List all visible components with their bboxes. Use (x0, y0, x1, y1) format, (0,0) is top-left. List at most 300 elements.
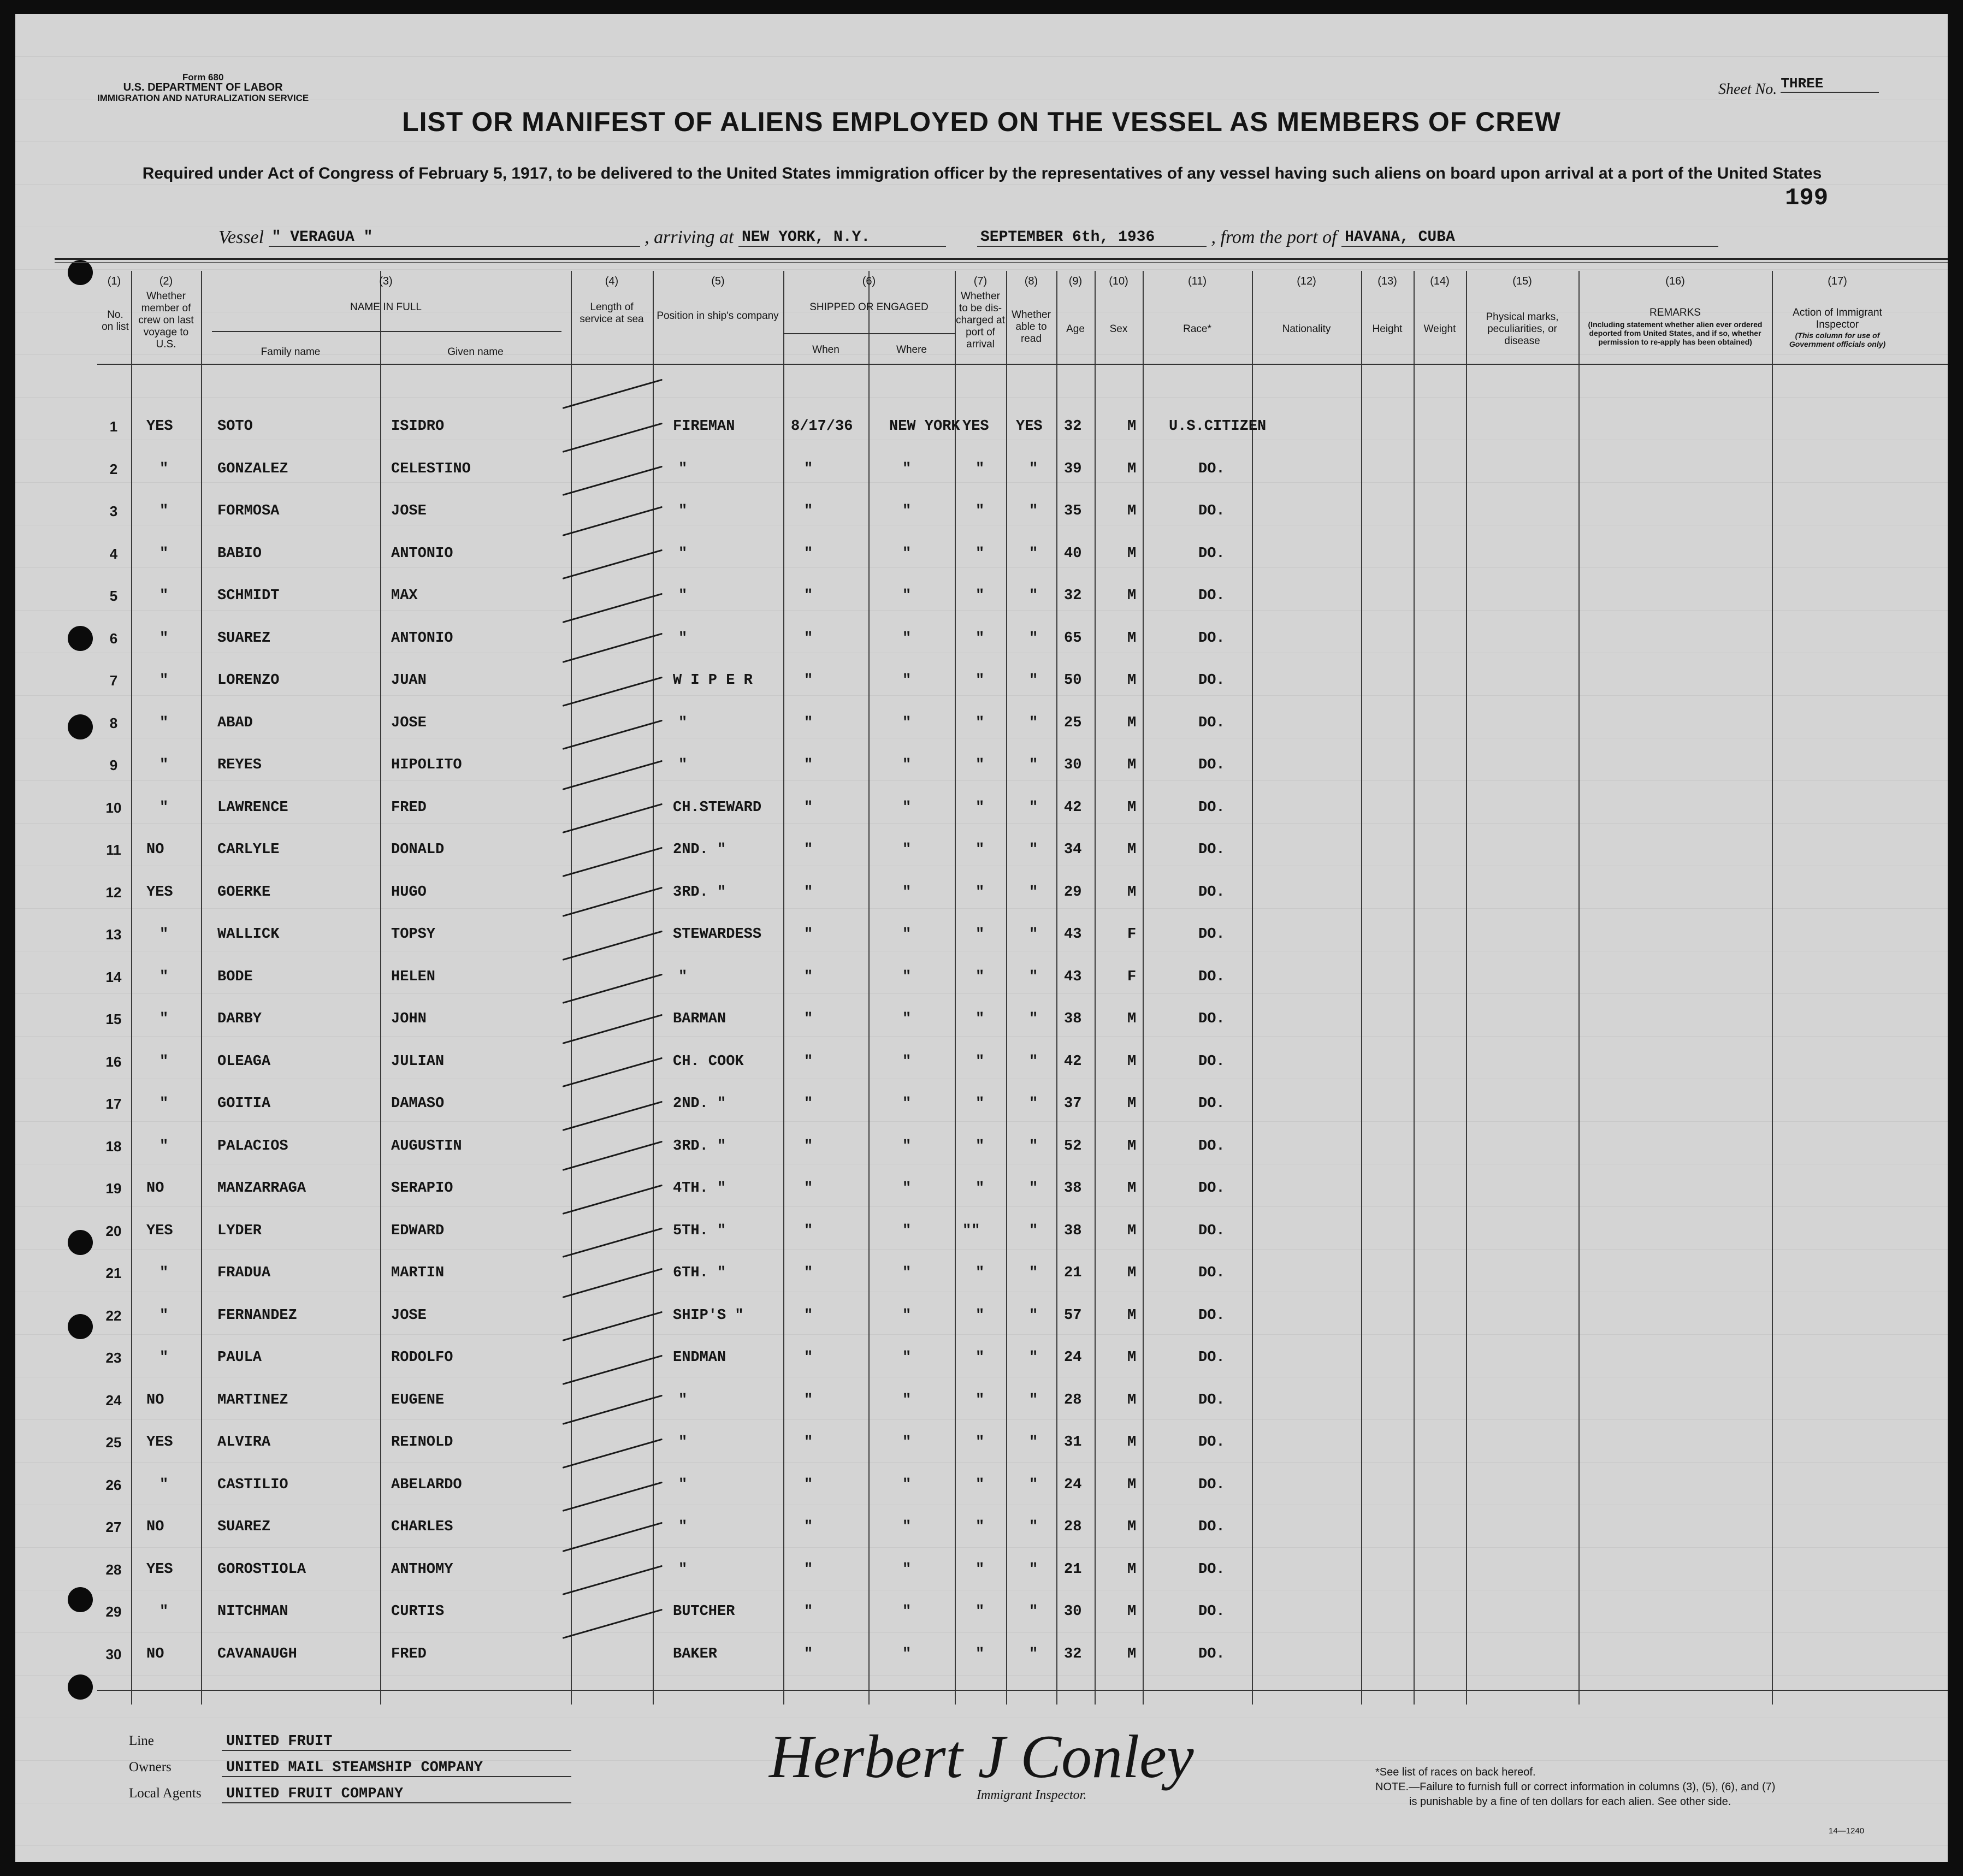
age: 31 (1064, 1434, 1082, 1451)
table-row (15, 1054, 1948, 1075)
family-name: FORMOSA (217, 503, 280, 519)
col-header-name: NAME IN FULL (350, 301, 422, 313)
col-header-previous-voyage: Whether member of crew on last voyage to U.S. (138, 291, 194, 350)
table-row (15, 884, 1948, 906)
position: 3RD. " (673, 884, 726, 901)
row-number: 9 (109, 757, 118, 773)
row-number: 28 (105, 1561, 122, 1578)
race: DO. (1198, 1350, 1225, 1366)
vessel-name: " VERAGUA " (269, 229, 640, 247)
given-name: EUGENE (391, 1392, 445, 1409)
shipped-when: " (804, 842, 813, 858)
header-rule (55, 258, 1948, 260)
row-number: 20 (105, 1222, 122, 1239)
given-name: CELESTINO (391, 460, 471, 477)
header-bottom-rule (97, 364, 1948, 365)
age: 21 (1064, 1561, 1082, 1578)
row-number: 6 (109, 630, 118, 647)
position: " (678, 757, 688, 773)
family-name: CAVANAUGH (217, 1646, 297, 1662)
able-to-read: " (1029, 672, 1038, 689)
shipped-where: " (902, 545, 912, 562)
shipped-when: " (804, 1053, 813, 1070)
able-to-read: " (1029, 1646, 1038, 1662)
race: DO. (1198, 1307, 1225, 1324)
previous-voyage: " (159, 588, 169, 604)
able-to-read: " (1029, 460, 1038, 477)
agents-value: UNITED FRUIT COMPANY (222, 1786, 571, 1803)
table-row (15, 926, 1948, 948)
previous-voyage: YES (146, 1561, 173, 1578)
position: ENDMAN (673, 1350, 726, 1366)
discharged: " (975, 630, 985, 647)
table-row (15, 1307, 1948, 1329)
sex: M (1127, 1350, 1137, 1366)
col-header-when: When (812, 344, 839, 356)
age: 30 (1064, 1603, 1082, 1620)
race: DO. (1198, 1138, 1225, 1155)
shipped-when: " (804, 1180, 813, 1197)
col-header-where: Where (896, 344, 927, 356)
shipped-where: " (902, 460, 912, 477)
family-name: FERNANDEZ (217, 1307, 297, 1324)
family-name: BABIO (217, 545, 262, 562)
shipped-when: " (804, 630, 813, 647)
row-number: 10 (105, 799, 122, 816)
discharged: " (975, 1561, 985, 1578)
row-number: 29 (105, 1603, 122, 1620)
shipped-where: " (902, 588, 912, 604)
age: 38 (1064, 1222, 1082, 1239)
discharged: " (975, 968, 985, 985)
position: " (678, 1434, 688, 1451)
owners-field (129, 1760, 571, 1777)
family-name: LAWRENCE (217, 799, 288, 816)
age: 37 (1064, 1096, 1082, 1112)
row-number: 4 (109, 545, 118, 562)
able-to-read: " (1029, 1265, 1038, 1281)
position: BAKER (673, 1646, 718, 1662)
able-to-read: " (1029, 1434, 1038, 1451)
previous-voyage: " (159, 1011, 169, 1027)
able-to-read: " (1029, 1392, 1038, 1409)
col-header-race: Race* (1183, 323, 1211, 335)
table-row (15, 757, 1948, 779)
given-name: JOSE (391, 714, 427, 731)
table-row (15, 800, 1948, 821)
shipped-where: " (902, 1222, 912, 1239)
race: DO. (1198, 926, 1225, 943)
row-number: 3 (109, 503, 118, 519)
arriving-label: , arriving at (645, 227, 734, 247)
position: 2ND. " (673, 842, 726, 858)
shipped-when: " (804, 1646, 813, 1662)
row-number: 1 (109, 418, 118, 435)
col-num-7: (7) (973, 275, 988, 287)
race: DO. (1198, 1646, 1225, 1662)
discharged: " (975, 1646, 985, 1662)
given-name: RODOLFO (391, 1350, 453, 1366)
sex: M (1127, 1392, 1137, 1409)
previous-voyage: " (159, 545, 169, 562)
table-row (15, 1646, 1948, 1668)
table-row (15, 1477, 1948, 1499)
previous-voyage: NO (146, 1392, 164, 1409)
sex: M (1127, 799, 1137, 816)
col-num-1: (1) (107, 275, 121, 287)
position: " (678, 460, 688, 477)
row-number: 17 (105, 1096, 122, 1112)
given-name: TOPSY (391, 926, 436, 943)
sheet-number-value: THREE (1781, 75, 1879, 93)
shipped-where: " (902, 1476, 912, 1493)
given-name: CURTIS (391, 1603, 445, 1620)
given-name: ANTHOMY (391, 1561, 453, 1578)
position: " (678, 1561, 688, 1578)
pen-slash-mark (563, 379, 663, 409)
form-code: 14—1240 (1829, 1826, 1865, 1836)
given-name: EDWARD (391, 1222, 445, 1239)
sex: M (1127, 503, 1137, 519)
previous-voyage: " (159, 503, 169, 519)
shipped-where: " (902, 1138, 912, 1155)
sex: M (1127, 1307, 1137, 1324)
shipped-when: " (804, 1519, 813, 1535)
family-name: PAULA (217, 1350, 262, 1366)
shipped-when: " (804, 799, 813, 816)
shipped-when: " (804, 1392, 813, 1409)
family-name: LYDER (217, 1222, 262, 1239)
family-name: SUAREZ (217, 1519, 271, 1535)
table-row (15, 630, 1948, 652)
race: DO. (1198, 968, 1225, 985)
race: DO. (1198, 1011, 1225, 1027)
discharged: YES (962, 418, 989, 435)
col-header-inspector-action: Action of Immigrant Inspector (1793, 307, 1882, 330)
shipped-where: " (902, 1053, 912, 1070)
shipped-when: " (804, 1350, 813, 1366)
age: 32 (1064, 1646, 1082, 1662)
race: DO. (1198, 842, 1225, 858)
age: 24 (1064, 1476, 1082, 1493)
age: 30 (1064, 757, 1082, 773)
race: DO. (1198, 714, 1225, 731)
sex: M (1127, 1053, 1137, 1070)
row-number: 30 (105, 1646, 122, 1662)
position: " (678, 1476, 688, 1493)
table-row (15, 1519, 1948, 1541)
col-num-8: (8) (1024, 275, 1038, 287)
family-name: DARBY (217, 1011, 262, 1027)
shipped-where: " (902, 1434, 912, 1451)
previous-voyage: " (159, 926, 169, 943)
row-number: 13 (105, 926, 122, 943)
table-row (15, 1434, 1948, 1456)
form-identifier (97, 72, 309, 103)
service-name: IMMIGRATION AND NATURALIZATION SERVICE (97, 93, 309, 103)
shipped-where: " (902, 503, 912, 519)
sex: M (1127, 1180, 1137, 1197)
previous-voyage: " (159, 630, 169, 647)
shipped-where: " (902, 672, 912, 689)
shipped-when: " (804, 1011, 813, 1027)
page-subtitle: Required under Act of Congress of February 5, 1917, to be delivered to the United States immigration officer by the representatives of any vessel having such aliens on board upon arrival at a port of the United States (142, 164, 1822, 182)
position: " (678, 1519, 688, 1535)
discharged: " (975, 926, 985, 943)
sex: M (1127, 588, 1137, 604)
able-to-read: " (1029, 884, 1038, 901)
family-name: SUAREZ (217, 630, 271, 647)
age: 43 (1064, 926, 1082, 943)
shipped-where: " (902, 1096, 912, 1112)
footnote-penalty: NOTE.—Failure to furnish full or correct information in columns (3), (5), (6), and (7) (1375, 1781, 1776, 1793)
row-number: 5 (109, 588, 118, 604)
signature-caption: Immigrant Inspector. (977, 1788, 1087, 1802)
col-num-3: (3) (379, 275, 393, 287)
given-name: ISIDRO (391, 418, 445, 435)
family-name: CASTILIO (217, 1476, 288, 1493)
position: 4TH. " (673, 1180, 726, 1197)
given-name: ABELARDO (391, 1476, 462, 1493)
row-number: 16 (105, 1053, 122, 1070)
given-name: HIPOLITO (391, 757, 462, 773)
age: 38 (1064, 1011, 1082, 1027)
shipped-where: " (902, 1519, 912, 1535)
shipped-when: " (804, 757, 813, 773)
row-number: 15 (105, 1011, 122, 1027)
col-num-6: (6) (862, 275, 876, 287)
table-bottom-rule (97, 1690, 1948, 1691)
table-row (15, 546, 1948, 567)
row-number: 8 (109, 714, 118, 731)
position: W I P E R (673, 672, 753, 689)
position: BARMAN (673, 1011, 726, 1027)
sex: M (1127, 460, 1137, 477)
position: BUTCHER (673, 1603, 735, 1620)
shipped-when: " (804, 1561, 813, 1578)
discharged: " (975, 545, 985, 562)
col-header-height: Height (1372, 323, 1403, 335)
sex: M (1127, 1265, 1137, 1281)
given-name: JOSE (391, 503, 427, 519)
given-name: HELEN (391, 968, 436, 985)
able-to-read: " (1029, 1053, 1038, 1070)
race: DO. (1198, 757, 1225, 773)
page-title: LIST OR MANIFEST OF ALIENS EMPLOYED ON THE VESSEL AS MEMBERS OF CREW (402, 106, 1561, 137)
shipped-when: " (804, 1222, 813, 1239)
previous-voyage: NO (146, 1646, 164, 1662)
shipped-when: " (804, 884, 813, 901)
race: DO. (1198, 630, 1225, 647)
discharged: " (975, 503, 985, 519)
shipped-when: " (804, 968, 813, 985)
given-name: MARTIN (391, 1265, 445, 1281)
row-number: 11 (106, 842, 121, 858)
sex: M (1127, 1646, 1137, 1662)
race: DO. (1198, 884, 1225, 901)
discharged: " (975, 884, 985, 901)
row-number: 19 (105, 1180, 122, 1197)
age: 35 (1064, 503, 1082, 519)
able-to-read: " (1029, 1476, 1038, 1493)
col-header-age: Age (1066, 323, 1085, 335)
col-num-14: (14) (1430, 275, 1450, 287)
shipped-where: " (902, 884, 912, 901)
previous-voyage: " (159, 714, 169, 731)
previous-voyage: " (159, 799, 169, 816)
able-to-read: " (1029, 503, 1038, 519)
sex: F (1127, 926, 1137, 943)
shipped-when: " (804, 926, 813, 943)
family-name: GOITIA (217, 1096, 271, 1112)
col-header-sex: Sex (1109, 323, 1128, 335)
given-name: SERAPIO (391, 1180, 453, 1197)
shipped-where: " (902, 926, 912, 943)
given-name: REINOLD (391, 1434, 453, 1451)
family-name: ABAD (217, 714, 253, 731)
previous-voyage: " (159, 1265, 169, 1281)
row-number: 25 (105, 1434, 122, 1451)
discharged: " (975, 1011, 985, 1027)
age: 32 (1064, 588, 1082, 604)
col-header-service-length: Length of service at sea (580, 301, 644, 325)
race: DO. (1198, 1096, 1225, 1112)
shipped-when: " (804, 1434, 813, 1451)
col-header-physical-marks: Physical marks, peculiarities, or disease (1486, 311, 1559, 347)
able-to-read: " (1029, 1603, 1038, 1620)
agents-field (129, 1786, 571, 1803)
previous-voyage: " (159, 1603, 169, 1620)
shipped-where: " (902, 1011, 912, 1027)
race: DO. (1198, 503, 1225, 519)
table-row (15, 715, 1948, 737)
footnote-races: *See list of races on back hereof. (1375, 1766, 1536, 1778)
race: DO. (1198, 588, 1225, 604)
shipped-where: " (902, 630, 912, 647)
able-to-read: " (1029, 1519, 1038, 1535)
race: DO. (1198, 1222, 1225, 1239)
able-to-read: " (1029, 1561, 1038, 1578)
given-name: FRED (391, 1646, 427, 1662)
col-num-9: (9) (1068, 275, 1083, 287)
able-to-read: " (1029, 842, 1038, 858)
shipped-when: " (804, 1265, 813, 1281)
discharged: " (975, 842, 985, 858)
discharged: " (975, 1096, 985, 1112)
table-row (15, 1138, 1948, 1160)
shipped-when: " (804, 460, 813, 477)
age: 25 (1064, 714, 1082, 731)
row-number: 26 (105, 1476, 122, 1493)
given-name: JULIAN (391, 1053, 445, 1070)
shipped-when: 8/17/36 (791, 418, 853, 435)
race: U.S.CITIZEN (1169, 418, 1267, 435)
sex: M (1127, 545, 1137, 562)
age: 65 (1064, 630, 1082, 647)
previous-voyage: " (159, 1096, 169, 1112)
col-num-5: (5) (711, 275, 725, 287)
row-number: 21 (105, 1265, 122, 1281)
able-to-read: " (1029, 1011, 1038, 1027)
shipped-when: " (804, 714, 813, 731)
table-row (15, 1350, 1948, 1371)
given-name: ANTONIO (391, 630, 453, 647)
sex: M (1127, 884, 1137, 901)
col-header-given-name: Given name (447, 346, 504, 358)
col-header-remarks: REMARKS (1649, 307, 1701, 318)
able-to-read: " (1029, 1096, 1038, 1112)
race: DO. (1198, 1519, 1225, 1535)
col-header-shipped: SHIPPED OR ENGAGED (809, 301, 929, 313)
age: 52 (1064, 1138, 1082, 1155)
shipped-where: " (902, 1392, 912, 1409)
given-name: JUAN (391, 672, 427, 689)
given-name: HUGO (391, 884, 427, 901)
position: FIREMAN (673, 418, 735, 435)
shipped-when: " (804, 1138, 813, 1155)
discharged: " (975, 1053, 985, 1070)
signature-text: Herbert J Conley (769, 1723, 1194, 1791)
position: 6TH. " (673, 1265, 726, 1281)
previous-voyage: YES (146, 1222, 173, 1239)
shipped-where: NEW YORK (889, 418, 960, 435)
owners-label: Owners (129, 1760, 172, 1774)
vessel-line (218, 227, 1718, 249)
previous-voyage: NO (146, 1180, 164, 1197)
manifest-sheet (15, 14, 1948, 1862)
stamp-number: 199 (1785, 185, 1829, 212)
binder-hole (68, 260, 93, 285)
able-to-read: " (1029, 630, 1038, 647)
discharged: " (975, 1392, 985, 1409)
sex: M (1127, 630, 1137, 647)
sex: M (1127, 842, 1137, 858)
given-name: MAX (391, 588, 418, 604)
shipped-where: " (902, 1646, 912, 1662)
age: 21 (1064, 1265, 1082, 1281)
line-field (129, 1733, 571, 1751)
line-label: Line (129, 1733, 154, 1748)
sex: M (1127, 1138, 1137, 1155)
table-row (15, 672, 1948, 694)
row-number: 14 (105, 968, 122, 985)
sheet-number (1718, 75, 1879, 99)
col-num-2: (2) (159, 275, 173, 287)
given-name: DAMASO (391, 1096, 445, 1112)
sex: M (1127, 1096, 1137, 1112)
table-row (15, 461, 1948, 483)
sex: M (1127, 757, 1137, 773)
able-to-read: " (1029, 1138, 1038, 1155)
race: DO. (1198, 1180, 1225, 1197)
previous-voyage: " (159, 460, 169, 477)
family-name: SCHMIDT (217, 588, 280, 604)
race: DO. (1198, 799, 1225, 816)
family-name: WALLICK (217, 926, 280, 943)
col-num-11: (11) (1187, 275, 1207, 287)
discharged: " (975, 799, 985, 816)
shipped-when: " (804, 503, 813, 519)
shipped-where: " (902, 1265, 912, 1281)
previous-voyage: " (159, 1307, 169, 1324)
shipped-where: " (902, 1307, 912, 1324)
given-name: JOSE (391, 1307, 427, 1324)
discharged: " (975, 588, 985, 604)
previous-voyage: " (159, 1476, 169, 1493)
table-row (15, 418, 1948, 440)
race: DO. (1198, 460, 1225, 477)
race: DO. (1198, 545, 1225, 562)
